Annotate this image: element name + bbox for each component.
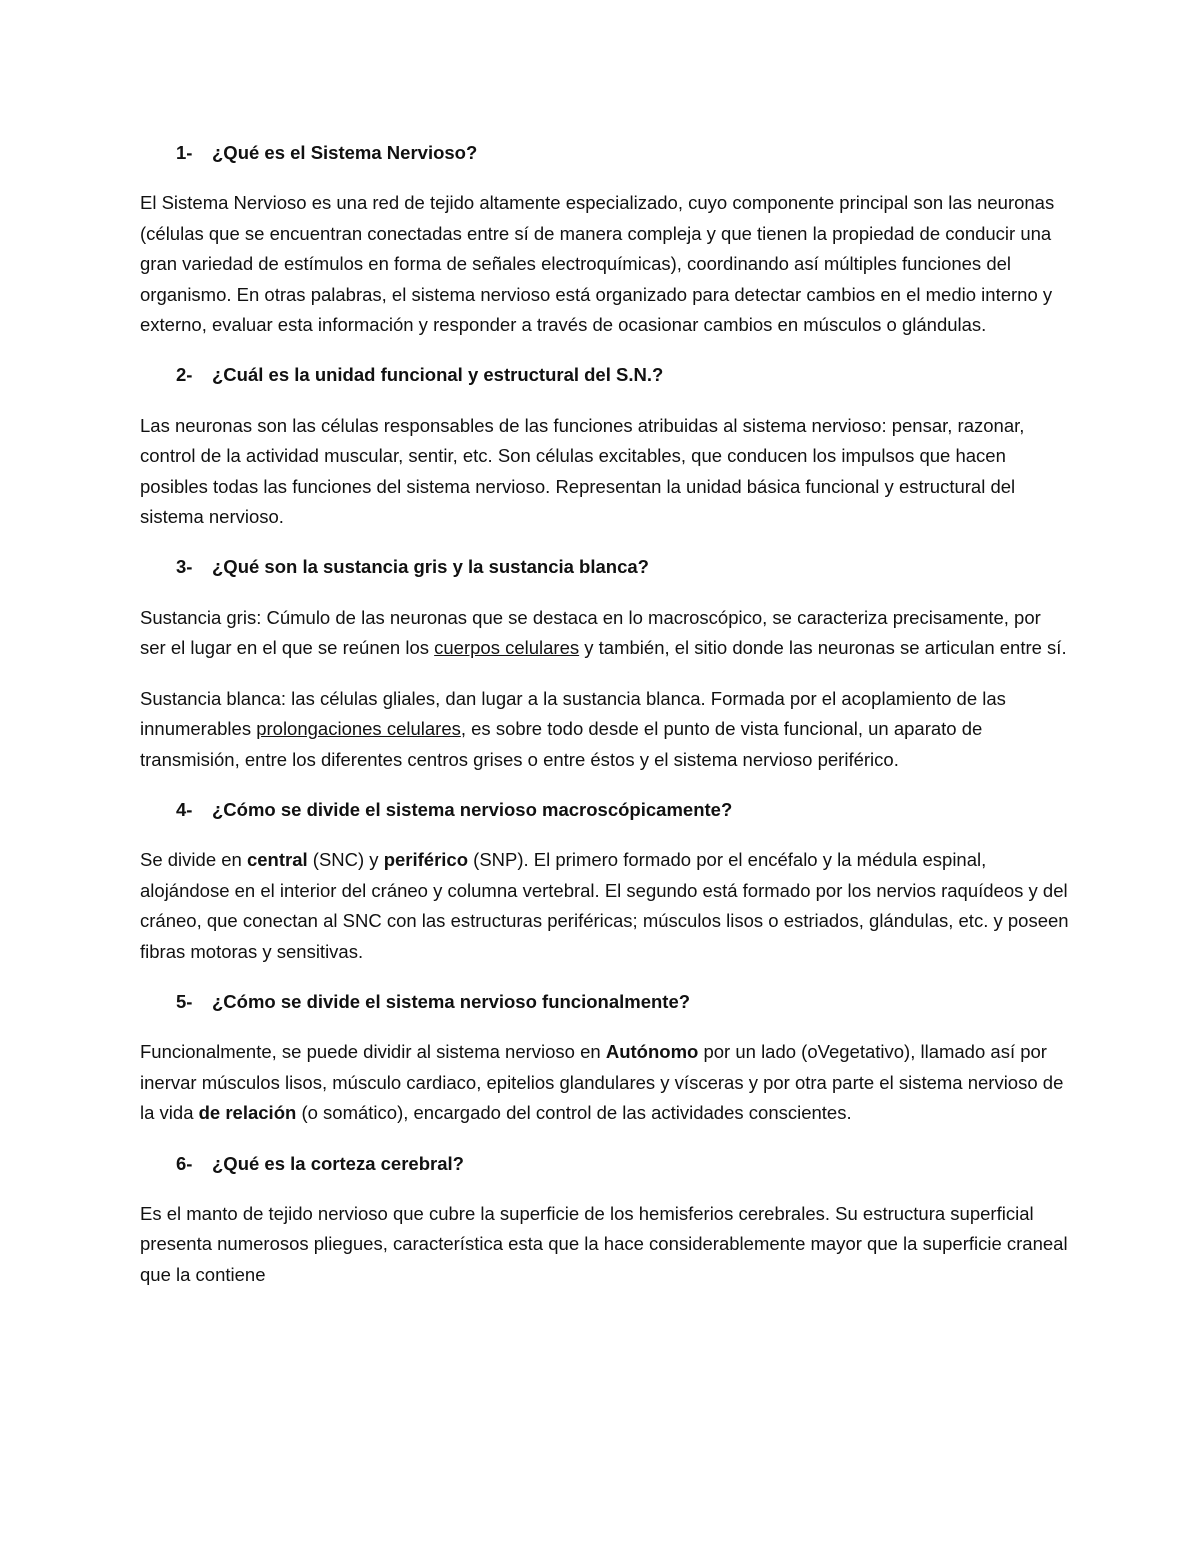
question-number: 4- — [176, 798, 193, 820]
paragraph-text: Se divide en — [140, 849, 247, 871]
question-heading-1 — [140, 138, 1070, 168]
question-text: ¿Qué es la corteza cerebral? — [212, 1152, 464, 1174]
question-heading-5 — [140, 987, 1070, 1017]
question-text: ¿Cómo se divide el sistema nervioso funcionalmente? — [212, 990, 691, 1012]
paragraph-text: (SNP). El primero formado por el encéfalo y la médula espinal, alojándose en el interior del cráneo y columna vertebral. El segundo está formado por los nervios raquídeos y del cráneo, que conectan al SNC con las estructuras periféricas; músculos lisos o estriados, glándulas, etc. y poseen fibras motoras y sensitivas. — [140, 849, 1069, 962]
question-number: 5- — [176, 990, 193, 1012]
bold-term: Autónomo — [605, 1041, 699, 1063]
question-number: 3- — [176, 556, 193, 578]
paragraph-text: Sustancia gris: Cúmulo de las neuronas que se destaca en lo macroscópico, se caracteriza precisamente, por ser el lugar en el que se reúnen los — [140, 606, 1041, 659]
underlined-term: prolongaciones celulares — [256, 718, 461, 740]
question-heading-4 — [140, 795, 1070, 825]
question-number: 6- — [176, 1152, 193, 1174]
bold-term: de relación — [198, 1102, 297, 1124]
question-number: 2- — [176, 364, 193, 386]
question-heading-3 — [140, 552, 1070, 582]
answer-paragraph-3a — [140, 603, 1070, 664]
paragraph-text: Sustancia blanca: las células gliales, dan lugar a la sustancia blanca. Formada por el acoplamiento de las innumerables — [140, 687, 1006, 740]
question-text: ¿Cuál es la unidad funcional y estructural del S.N.? — [212, 364, 664, 386]
underlined-term: cuerpos celulares — [434, 637, 580, 659]
paragraph-text: (o somático), encargado del control de las actividades conscientes. — [296, 1102, 852, 1124]
question-number: 1- — [176, 142, 193, 163]
answer-paragraph-2: Las neuronas son las células responsables de las funciones atribuidas al sistema nervioso: pensar, razonar, control de la actividad muscular, sentir, etc. Son células excitables, que conducen los impulsos que hacen posibles todas las funciones del sistema nervioso. Representan la unidad básica funcional y estructural del sistema nervioso. — [140, 414, 1025, 528]
question-heading-6 — [140, 1149, 1070, 1179]
document-body — [140, 138, 1070, 1310]
question-text: ¿Qué son la sustancia gris y la sustancia blanca? — [212, 556, 649, 578]
bold-term: central — [246, 849, 308, 871]
answer-paragraph-1: El Sistema Nervioso es una red de tejido altamente especializado, cuyo componente principal son las neuronas (células que se encuentran conectadas entre sí de manera compleja y que tienen la propiedad de conducir una gran variedad de estímulos en forma de señales electroquímicas), coordinando así múltiples funciones del organismo. En otras palabras, el sistema nervioso está organizado para detectar cambios en el medio interno y externo, evaluar esta información y responder a través de ocasionar cambios en músculos o glándulas. — [140, 192, 1055, 336]
paragraph-text: y también, el sitio donde las neuronas se articulan entre sí. — [579, 637, 1067, 659]
paragraph-text: , es sobre todo desde el punto de vista funcional, un aparato de transmisión, entre los diferentes centros grises o entre éstos y el sistema nervioso periférico. — [140, 718, 983, 770]
paragraph-text: Funcionalmente, se puede dividir al sistema nervioso en — [140, 1041, 606, 1063]
question-heading-2 — [140, 360, 1070, 390]
question-text: ¿Cómo se divide el sistema nervioso macroscópicamente? — [212, 798, 733, 820]
paragraph-text: (SNC) y — [307, 849, 384, 871]
answer-paragraph-5 — [140, 1037, 1070, 1128]
question-text: ¿Qué es el Sistema Nervioso? — [212, 142, 478, 163]
bold-term: periférico — [383, 849, 469, 871]
answer-paragraph-6: Es el manto de tejido nervioso que cubre la superficie de los hemisferios cerebrales. Su estructura superficial presenta numerosos pliegues, característica esta que la hace considerablemente mayor que la superficie craneal que la contiene — [140, 1202, 1068, 1285]
answer-paragraph-3b — [140, 684, 1070, 775]
answer-paragraph-4 — [140, 845, 1070, 967]
paragraph-text: por un lado (oVegetativo), llamado así por inervar músculos lisos, músculo cardiaco, epitelios glandulares y vísceras y por otra parte el sistema nervioso de la vida — [140, 1041, 1064, 1124]
